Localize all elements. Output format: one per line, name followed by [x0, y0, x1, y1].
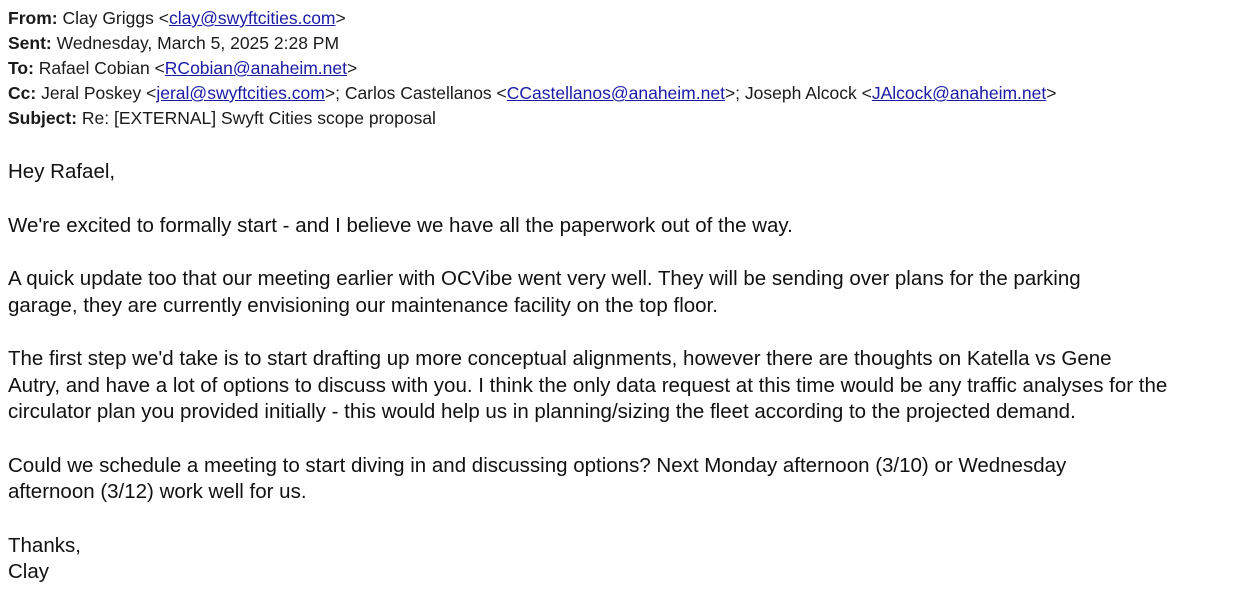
cc-name-2: Carlos Castellanos [344, 83, 492, 103]
sent-value: Wednesday, March 5, 2025 2:28 PM [56, 33, 340, 53]
closing: Thanks, [8, 533, 81, 557]
body-line: The first step we'd take is to start drafting up more conceptual alignments, however there are thoughts on Katella vs Gene [8, 347, 1112, 370]
cc-email-link-1[interactable]: jeral@swyftcities.com [156, 83, 325, 103]
cc-row: Cc: Jeral Poskey <jeral@swyftcities.com>; Carlos Castellanos <CCastellanos@anaheim.net>; Joseph Alcock <JAlcock@anaheim.net> [8, 83, 1057, 103]
body-line: Could we schedule a meeting to start diving in and discussing options? Next Monday afternoon (3/10) or Wednesday [8, 453, 1067, 477]
body-paragraph-2 [8, 266, 1246, 319]
body-paragraph-3 [8, 346, 1246, 426]
email-message [8, 6, 1246, 586]
cc-email-link-3[interactable]: JAlcock@anaheim.net [871, 83, 1047, 103]
email-header [8, 6, 1246, 131]
signature: Clay [8, 560, 50, 583]
greeting: Hey Rafael, [8, 160, 116, 183]
sign-off [8, 533, 1246, 586]
from-label: From: [8, 8, 58, 28]
to-label: To: [8, 58, 34, 78]
body-line: Autry, and have a lot of options to discuss with you. I think the only data request at this time would be any traffic analyses for the [8, 373, 1168, 397]
body-line: A quick update too that our meeting earlier with OCVibe went very well. They will be sending over plans for the parking [8, 267, 1081, 290]
cc-name-1: Jeral Poskey [41, 83, 142, 103]
body-line: circulator plan you provided initially - this would help us in planning/sizing the fleet according to the projected demand. [8, 400, 1076, 423]
from-row: From: Clay Griggs <clay@swyftcities.com> [8, 8, 346, 28]
email-body [8, 159, 1246, 586]
cc-name-3: Joseph Alcock [744, 83, 857, 103]
body-line: afternoon (3/12) work well for us. [8, 480, 307, 503]
body-line: garage, they are currently envisioning our maintenance facility on the top floor. [8, 293, 718, 317]
subject-row [8, 106, 1246, 131]
sent-row [8, 31, 1246, 56]
cc-label: Cc: [8, 83, 37, 103]
body-line: We're excited to formally start - and I believe we have all the paperwork out of the way. [8, 213, 793, 237]
subject-label: Subject: [8, 108, 78, 128]
sent-label: Sent: [8, 33, 52, 53]
from-name: Clay Griggs [62, 8, 154, 28]
to-row: To: Rafael Cobian <RCobian@anaheim.net> [8, 58, 358, 78]
from-email-link[interactable]: clay@swyftcities.com [168, 8, 336, 28]
body-paragraph-4 [8, 453, 1246, 506]
cc-email-link-2[interactable]: CCastellanos@anaheim.net [506, 83, 725, 103]
subject-value: Re: [EXTERNAL] Swyft Cities scope proposal [81, 108, 436, 128]
body-paragraph-1 [8, 213, 1246, 240]
to-name: Rafael Cobian [38, 58, 150, 78]
to-email-link[interactable]: RCobian@anaheim.net [164, 58, 347, 78]
